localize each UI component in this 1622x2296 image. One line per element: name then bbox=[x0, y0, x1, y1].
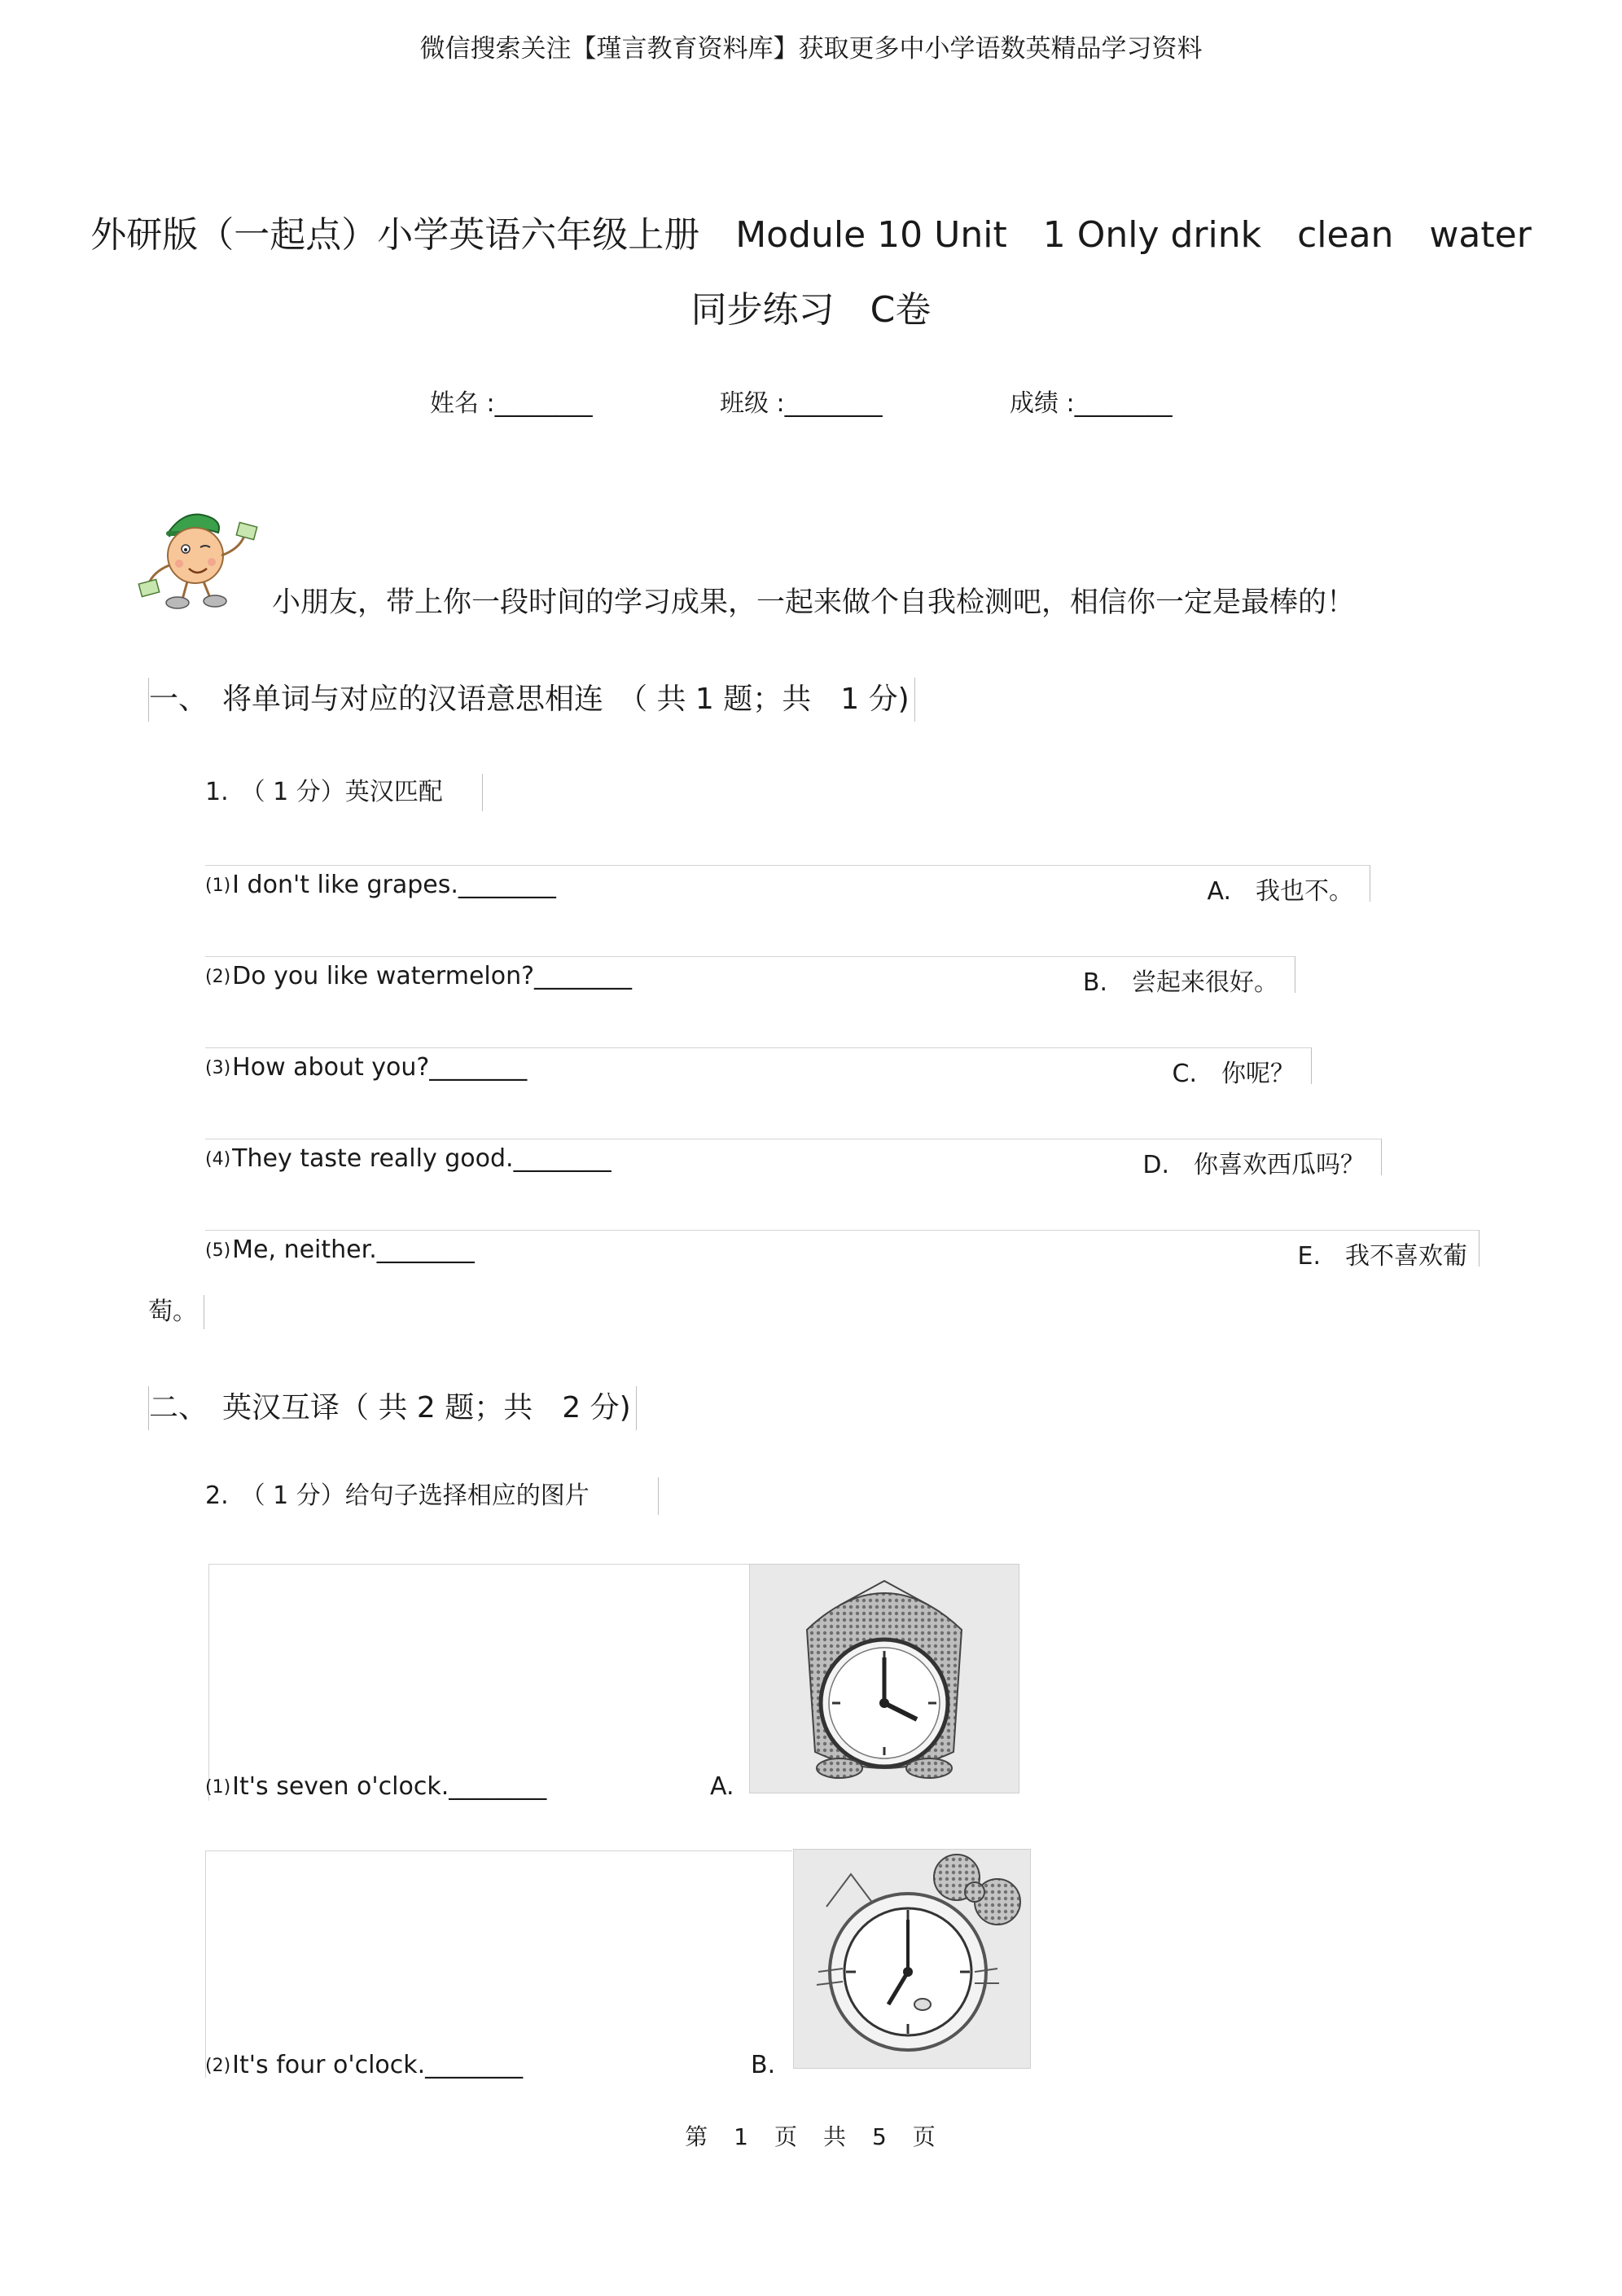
q2-row-1-box bbox=[208, 1564, 750, 1801]
class-field: 班级 :________ bbox=[720, 389, 883, 418]
q1-option-e: E. 我不喜欢葡 bbox=[1297, 1242, 1467, 1271]
q2-option-a: A. bbox=[710, 1772, 734, 1801]
q1-option-c: C. 你呢？ bbox=[1172, 1060, 1295, 1088]
section1-title: 一、 将单词与对应的汉语意思相连 （ 共 1 题；共 1 分) bbox=[148, 678, 915, 722]
q1-item-4: (4)They taste really good.________ bbox=[205, 1144, 612, 1173]
q1-option-a: A. 我也不。 bbox=[1207, 877, 1353, 906]
name-field: 姓名 :________ bbox=[430, 389, 593, 418]
doc-title-line1: 外研版（一起点）小学英语六年级上册 Module 10 Unit 1 Only drink clean water bbox=[90, 214, 1532, 256]
q1-row-5 bbox=[205, 1230, 1480, 1271]
q1-item-1: (1)I don't like grapes.________ bbox=[205, 871, 556, 899]
q2-item-1: (1)It's seven o'clock.________ bbox=[205, 1772, 547, 1801]
q1-row-1 bbox=[205, 865, 1370, 906]
q1-option-e-wrap: 萄。 bbox=[148, 1295, 204, 1329]
q1-option-d: D. 你喜欢西瓜吗？ bbox=[1142, 1151, 1365, 1179]
doc-title-line2: 同步练习 C卷 bbox=[690, 289, 932, 331]
mascot-icon bbox=[137, 500, 267, 614]
q1-option-b: B. 尝起来很好。 bbox=[1082, 968, 1278, 997]
mascot-image bbox=[137, 500, 267, 614]
kitty-clock-icon bbox=[794, 1850, 1030, 2068]
intro-text: 小朋友，带上你一段时间的学习成果，一起来做个自我检测吧，相信你一定是最棒的！ bbox=[272, 586, 1356, 619]
q1-item-2: (2)Do you like watermelon?________ bbox=[205, 962, 633, 990]
top-banner: 微信搜索关注【瑾言教育资料库】获取更多中小学语数英精品学习资料 bbox=[419, 34, 1203, 64]
clock-picture-a bbox=[749, 1564, 1019, 1793]
owl-clock-icon bbox=[750, 1565, 1019, 1793]
section2-title: 二、 英汉互译（ 共 2 题；共 2 分) bbox=[148, 1386, 637, 1430]
q2-head: 2. （ 1 分）给句子选择相应的图片 bbox=[205, 1477, 659, 1515]
q1-row-4 bbox=[205, 1139, 1382, 1179]
q2-item-2: (2)It's four o'clock.________ bbox=[205, 2051, 524, 2079]
q1-row-3 bbox=[205, 1047, 1312, 1088]
q1-row-2 bbox=[205, 956, 1295, 997]
score-field: 成绩 :________ bbox=[1010, 389, 1173, 418]
q1-item-3: (3)How about you?________ bbox=[205, 1053, 528, 1082]
q2-option-b: B. bbox=[751, 2051, 776, 2079]
clock-picture-b bbox=[793, 1849, 1031, 2069]
q1-item-5: (5)Me, neither.________ bbox=[205, 1236, 475, 1264]
q2-row-2-box bbox=[205, 1850, 792, 2078]
q1-head: 1. （ 1 分）英汉匹配 bbox=[205, 774, 483, 811]
page-footer: 第 1 页 共 5 页 bbox=[685, 2123, 937, 2150]
